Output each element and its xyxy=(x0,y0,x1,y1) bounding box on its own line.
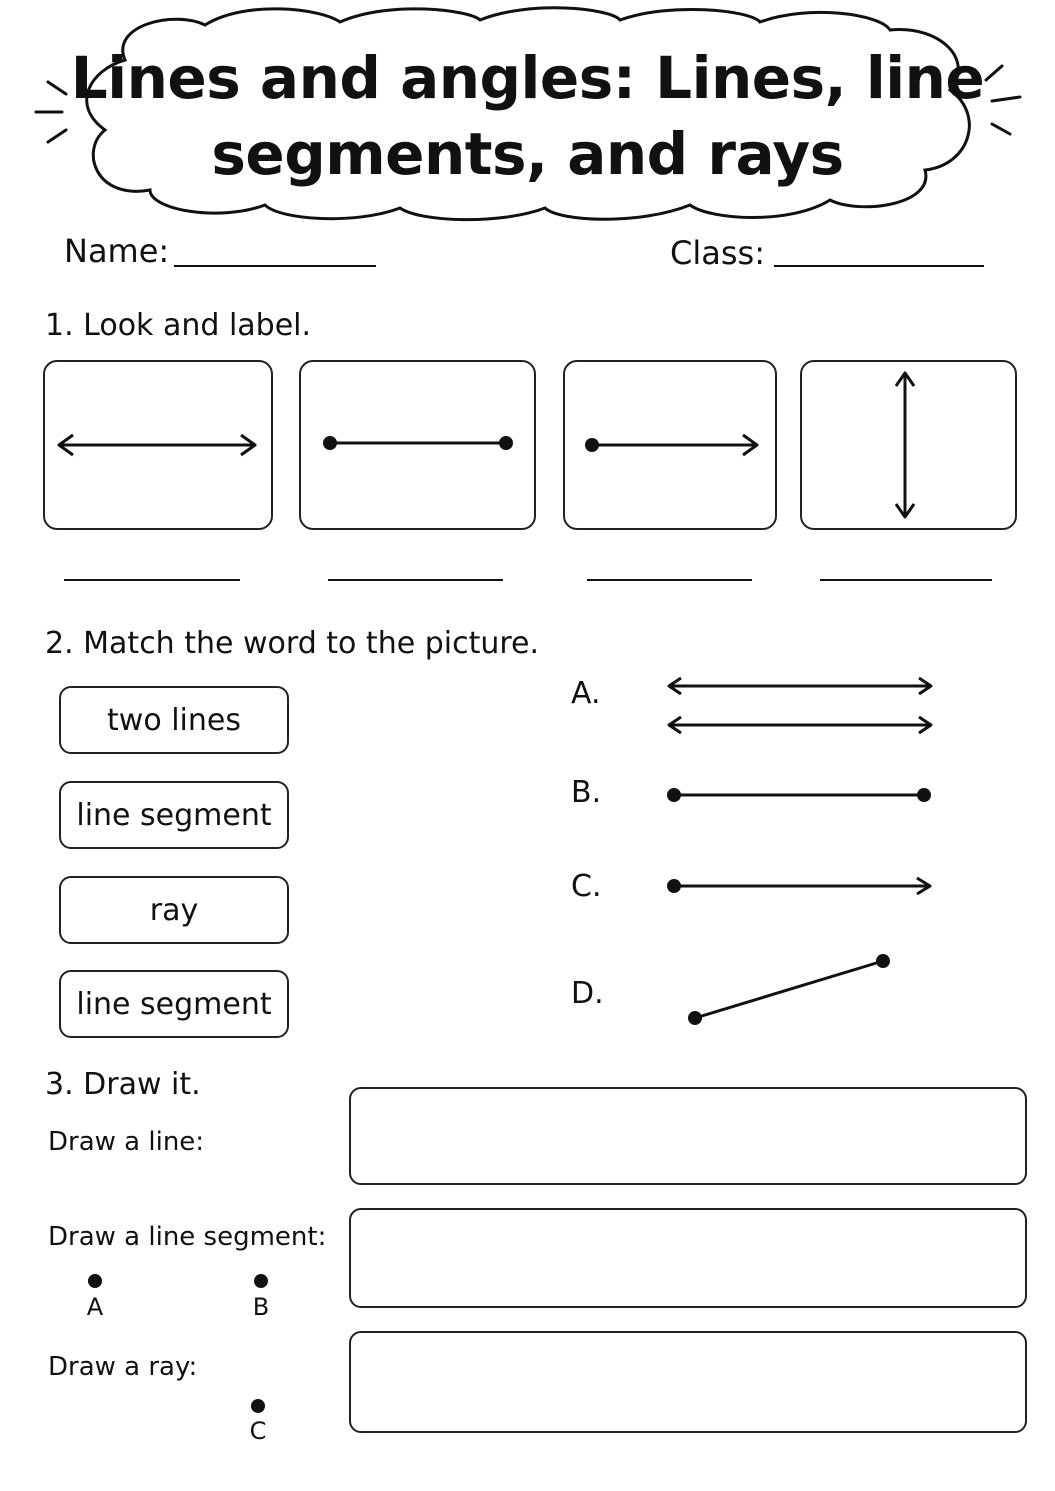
option-b-line-segment-icon[interactable] xyxy=(660,780,940,810)
name-label: Name: xyxy=(64,232,170,270)
point-c-label: C xyxy=(249,1417,267,1445)
option-letter-c: C. xyxy=(571,869,602,904)
figure-box-2 xyxy=(299,360,536,530)
figure-box-4 xyxy=(800,360,1017,530)
answer-line-1[interactable] xyxy=(64,579,240,581)
draw-ray-prompt: Draw a ray: xyxy=(48,1352,198,1382)
answer-line-4[interactable] xyxy=(820,579,992,581)
title-banner xyxy=(0,0,1055,230)
section-3-heading: 3. Draw it. xyxy=(45,1067,201,1102)
figure-box-3 xyxy=(563,360,777,530)
point-b-dot xyxy=(254,1274,268,1288)
line-segment-icon xyxy=(301,362,534,528)
draw-ray-box[interactable] xyxy=(349,1331,1027,1433)
word-box-2[interactable]: line segment xyxy=(59,781,289,849)
point-b-label: B xyxy=(252,1293,270,1321)
ray-icon xyxy=(565,362,775,528)
section-2-heading: 2. Match the word to the picture. xyxy=(45,626,540,661)
word-box-1[interactable]: two lines xyxy=(59,686,289,754)
answer-line-2[interactable] xyxy=(328,579,503,581)
word-box-4[interactable]: line segment xyxy=(59,970,289,1038)
option-letter-a: A. xyxy=(571,676,601,711)
point-a-dot xyxy=(88,1274,102,1288)
cloud-outline-icon xyxy=(0,0,1055,230)
point-c-dot xyxy=(251,1399,265,1413)
line-vertical-icon xyxy=(802,362,1015,528)
line-horizontal-icon xyxy=(45,362,271,528)
option-letter-b: B. xyxy=(571,775,602,810)
option-letter-d: D. xyxy=(571,976,604,1011)
page-title-line-1: Lines and angles: Lines, line xyxy=(70,44,985,112)
two-parallel-lines-icon[interactable] xyxy=(660,670,940,740)
name-blank[interactable] xyxy=(174,265,376,267)
draw-line-segment-prompt: Draw a line segment: xyxy=(48,1222,327,1252)
point-a-label: A xyxy=(86,1293,104,1321)
class-label: Class: xyxy=(670,234,765,272)
option-c-ray-icon[interactable] xyxy=(660,871,940,901)
page-title-line-2: segments, and rays xyxy=(211,120,844,188)
draw-line-segment-box[interactable] xyxy=(349,1208,1027,1308)
section-1-heading: 1. Look and label. xyxy=(45,308,312,343)
slanted-line-segment-icon[interactable] xyxy=(680,950,900,1030)
draw-line-box[interactable] xyxy=(349,1087,1027,1185)
draw-line-prompt: Draw a line: xyxy=(48,1127,205,1157)
figure-box-1 xyxy=(43,360,273,530)
answer-line-3[interactable] xyxy=(587,579,752,581)
word-box-3[interactable]: ray xyxy=(59,876,289,944)
class-blank[interactable] xyxy=(774,265,984,267)
